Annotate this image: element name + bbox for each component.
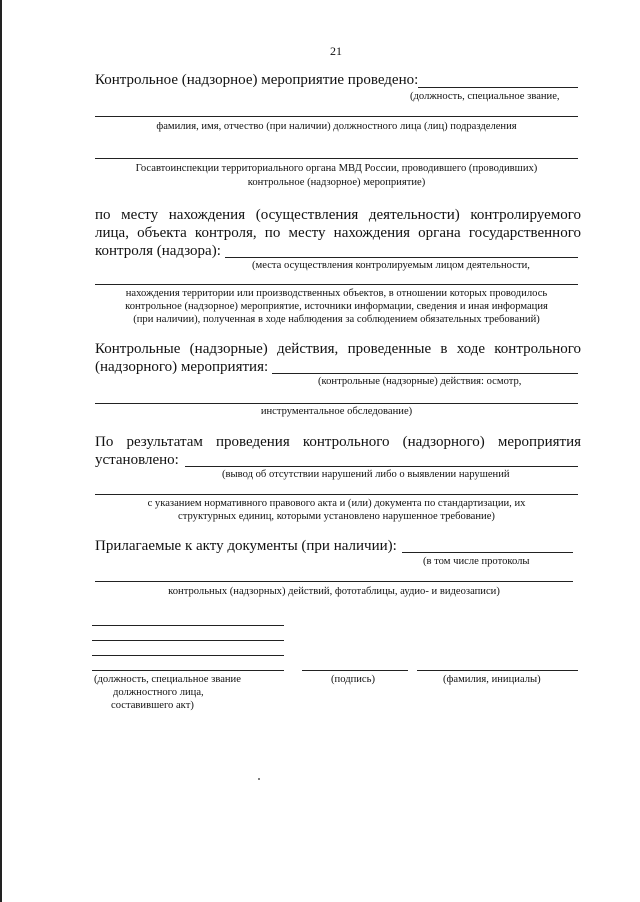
position-hint: составившего акт) [111, 700, 194, 711]
actions-text-line: Контрольные (надзорные) действия, проведенные в ходе контрольного [95, 341, 581, 357]
inspection-conducted-label: Контрольное (надзорное) мероприятие проведено: [95, 72, 419, 88]
results-text-line: установлено: [95, 452, 179, 468]
inspector-hint: (должность, специальное звание, [410, 91, 560, 102]
location-hint: контрольное (надзорное) мероприятие, источники информации, сведения и иная информация [125, 301, 548, 312]
location-text-line: контроля (надзора): [95, 243, 221, 259]
inspector-fill-line[interactable] [95, 116, 578, 117]
results-hint: (вывод об отсутствии нарушений либо о выявлении нарушений [222, 469, 510, 480]
inspector-hint: контрольное (надзорное) мероприятие) [247, 177, 426, 188]
name-fill-line[interactable] [417, 670, 578, 671]
inspector-hint: фамилия, имя, отчество (при наличии) должностного лица (лиц) подразделения [156, 121, 517, 132]
page-number: 21 [330, 44, 342, 58]
results-hint: с указанием нормативного правового акта и (или) документа по стандартизации, их [147, 498, 526, 509]
location-hint: (места осуществления контролируемым лицом деятельности, [252, 260, 530, 271]
scan-speck [258, 778, 260, 780]
results-fill-line[interactable] [185, 466, 578, 467]
inspector-fill-line[interactable] [95, 158, 578, 159]
location-fill-line[interactable] [95, 284, 578, 285]
actions-hint: (контрольные (надзорные) действия: осмотр, [318, 376, 522, 387]
actions-hint: инструментальное обследование) [260, 406, 413, 417]
attachments-hint: контрольных (надзорных) действий, фототаблицы, аудио- и видеозаписи) [168, 586, 500, 597]
actions-fill-line[interactable] [272, 373, 578, 374]
location-fill-line[interactable] [225, 257, 578, 258]
position-hint: должностного лица, [113, 687, 204, 698]
position-fill-line[interactable] [92, 640, 284, 641]
position-hint: (должность, специальное звание [94, 674, 241, 685]
inspector-fill-line[interactable] [418, 87, 578, 88]
actions-fill-line[interactable] [95, 403, 578, 404]
results-text-line: По результатам проведения контрольного (надзорного) мероприятия [95, 434, 581, 450]
attachments-label: Прилагаемые к акту документы (при наличии): [95, 538, 397, 554]
signature-fill-line[interactable] [302, 670, 408, 671]
signature-hint: (подпись) [331, 674, 375, 685]
results-hint: структурных единиц, которыми установлено нарушенное требование) [178, 511, 495, 522]
attachments-hint: (в том числе протоколы [423, 556, 530, 567]
scan-edge [0, 0, 2, 902]
position-fill-line[interactable] [92, 655, 284, 656]
results-fill-line[interactable] [95, 494, 578, 495]
location-hint: нахождения территории или производственных объектов, в отношении которых проводилось [125, 288, 548, 299]
attachments-fill-line[interactable] [95, 581, 573, 582]
position-fill-line[interactable] [92, 625, 284, 626]
name-hint: (фамилия, инициалы) [443, 674, 541, 685]
location-text-line: по месту нахождения (осуществления деятельности) контролируемого [95, 207, 581, 223]
position-fill-line[interactable] [92, 670, 284, 671]
inspector-hint: Госавтоинспекции территориального органа МВД России, проводившего (проводивших) [135, 163, 538, 174]
actions-text-line: (надзорного) мероприятия: [95, 359, 269, 375]
location-hint: (при наличии), полученная в ходе наблюдения за соблюдением обязательных требований) [133, 314, 540, 325]
attachments-fill-line[interactable] [402, 552, 573, 553]
location-text-line: лица, объекта контроля, по месту нахождения органа государственного [95, 225, 581, 241]
